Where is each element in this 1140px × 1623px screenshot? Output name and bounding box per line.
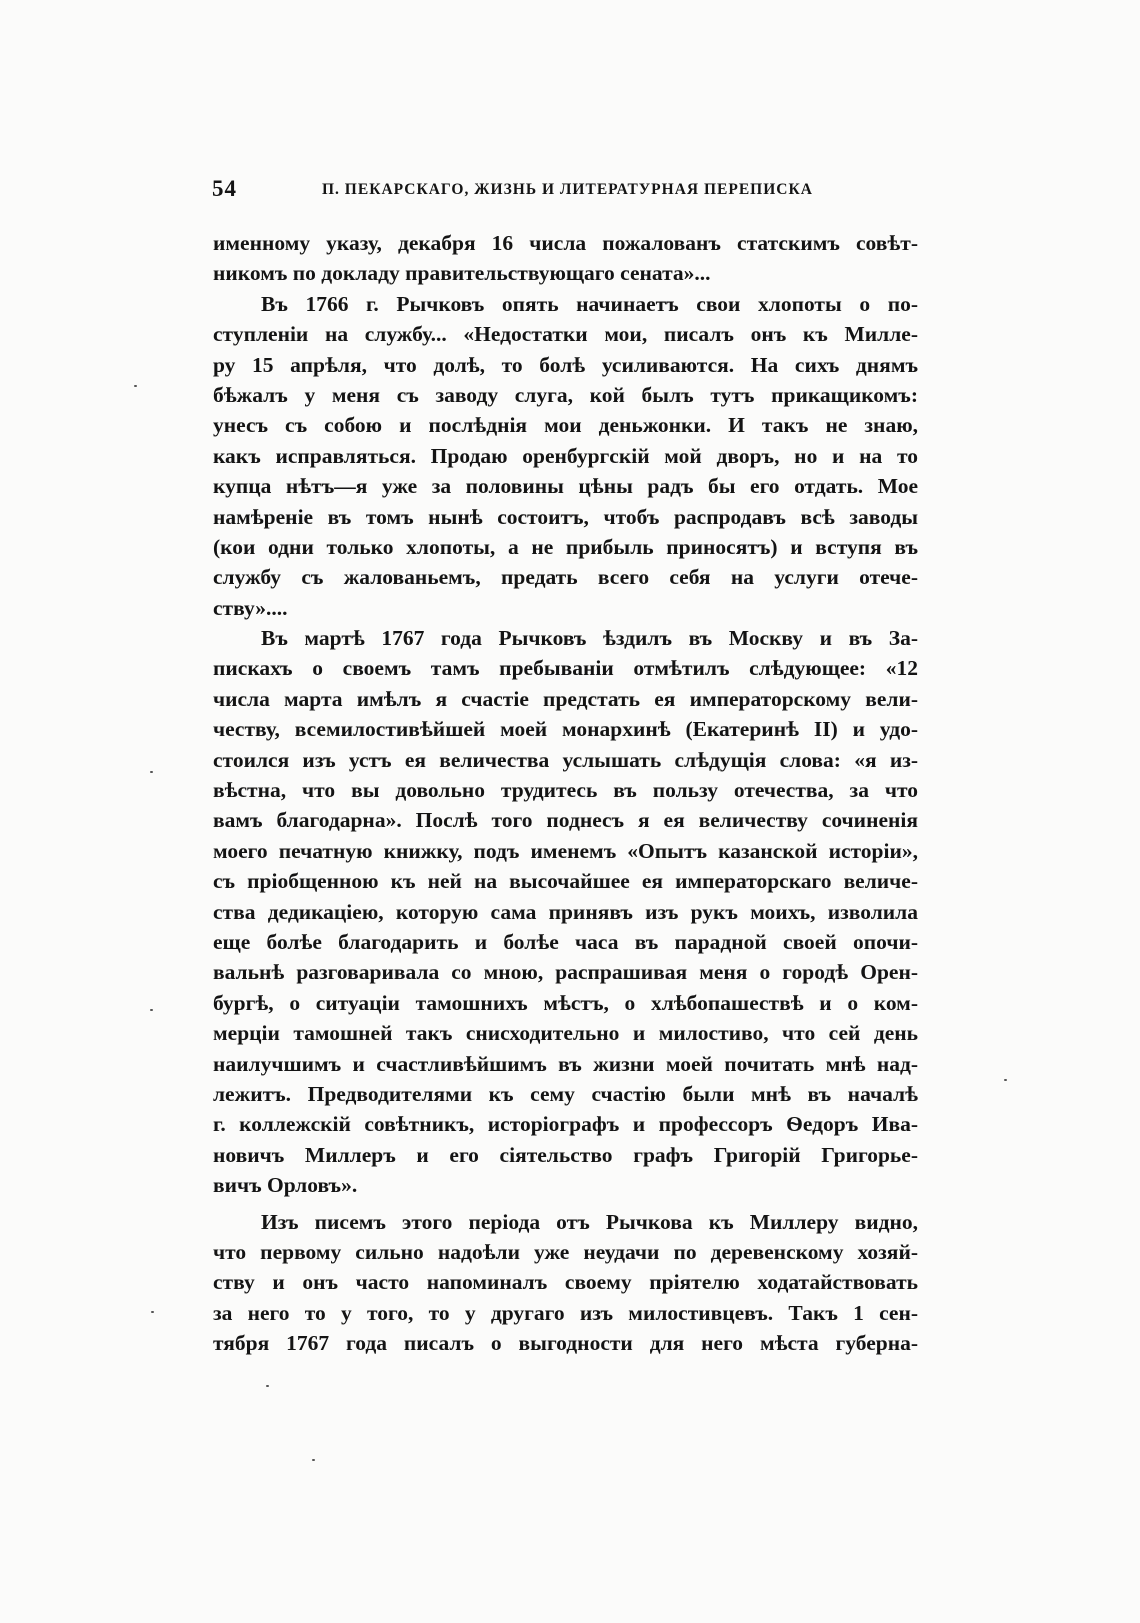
text-line: Въ 1766 г. Рычковъ опять начинаетъ свои хлопоты о по-: [261, 291, 918, 316]
text-line: никомъ по докладу правительствующаго сената»...: [213, 261, 711, 286]
text-column: [213, 228, 918, 1358]
text-line: ру 15 апрѣля, что долѣ, то болѣ усиливаются. На сихъ днямъ: [213, 352, 918, 377]
text-line: числа марта имѣлъ я счастіе предстать ея императорскому вели-: [213, 686, 918, 711]
paragraph-4: [213, 1207, 918, 1359]
scan-speck: [150, 1009, 153, 1011]
text-line: вѣстна, что вы довольно трудитесь въ пользу отечества, за что: [213, 778, 918, 803]
page-number: 54: [212, 176, 237, 201]
text-line: г. коллежскій совѣтникъ, исторіографъ и профессоръ Ѳедоръ Ива-: [213, 1112, 918, 1137]
text-line: намѣреніе въ томъ нынѣ состоитъ, чтобъ распродавъ всѣ заводы: [213, 504, 918, 529]
text-line: какъ исправляться. Продаю оренбургскій мой дворъ, но и на то: [213, 443, 918, 468]
text-line: Изъ писемъ этого періода отъ Рычкова къ Миллеру видно,: [261, 1209, 918, 1234]
paragraph-1: [213, 228, 918, 289]
text-line: вичъ Орловъ».: [213, 1173, 358, 1198]
text-line: (кои одни только хлопоты, а не прибыль приносятъ) и вступя въ: [213, 534, 918, 559]
text-line: Въ мартѣ 1767 года Рычковъ ѣздилъ въ Москву и въ За-: [261, 626, 918, 651]
text-line: ству и онъ часто напоминалъ своему пріятелю ходатайствовать: [213, 1270, 918, 1295]
text-line: ству»....: [213, 595, 288, 620]
scan-speck: [151, 1311, 154, 1313]
text-line: бѣжалъ у меня съ заводу слуга, кой былъ тутъ прикащикомъ:: [213, 382, 918, 407]
text-line: тября 1767 года писалъ о выгодности для него мѣста губерна-: [213, 1331, 918, 1356]
paragraph-3: [213, 623, 918, 1200]
text-line: именному указу, декабря 16 числа пожалованъ статскимъ совѣт-: [213, 231, 918, 255]
running-head: [212, 176, 912, 206]
running-head-title: П. ПЕКАРСКАГО, ЖИЗНЬ И ЛИТЕРАТУРНАЯ ПЕРЕПИСКА: [322, 181, 813, 198]
scan-speck: [266, 1385, 269, 1387]
text-line: съ пріобщенною къ ней на высочайшее ея императорскаго величе-: [213, 869, 918, 894]
scan-speck: [134, 385, 137, 387]
text-line: вальнѣ разговаривала со мною, распрашивая меня о городѣ Орен-: [213, 960, 918, 985]
text-line: бургѣ, о ситуаціи тамошнихъ мѣстъ, о хлѣбопашествѣ и о ком-: [213, 990, 918, 1015]
text-line: что первому сильно надоѣли уже неудачи по деревенскому хозяй-: [213, 1239, 918, 1264]
text-line: честву, всемилостивѣйшей моей монархинѣ (Екатеринѣ II) и удо-: [213, 717, 918, 742]
text-line: пискахъ о своемъ тамъ пребываніи отмѣтилъ слѣдующее: «12: [213, 656, 918, 681]
text-line: лежитъ. Предводителями къ сему счастію были мнѣ въ началѣ: [213, 1081, 918, 1106]
scan-speck: [312, 1459, 315, 1461]
text-line: стоился изъ устъ ея величества услышать слѣдущія слова: «я из-: [213, 747, 918, 772]
text-line: вамъ благодарна». Послѣ того поднесъ я ея величеству сочиненія: [213, 808, 918, 833]
text-line: службу съ жалованьемъ, предать всего себя на услуги отече-: [213, 565, 918, 590]
scan-speck: [1004, 1079, 1007, 1081]
text-line: наилучшимъ и счастливѣйшимъ въ жизни моей почитать мнѣ над-: [213, 1051, 918, 1076]
text-line: ства дедикаціею, которую сама принявъ изъ рукъ моихъ, изволила: [213, 899, 918, 924]
text-line: купца нѣтъ—я уже за половины цѣны радъ бы его отдать. Мое: [213, 474, 918, 499]
text-line: новичъ Миллеръ и его сіятельство графъ Григорій Григорье-: [213, 1142, 918, 1167]
paragraph-2: [213, 289, 918, 623]
text-line: моего печатную книжку, подъ именемъ «Опытъ казанской исторіи»,: [213, 838, 918, 863]
text-line: унесъ съ собою и послѣднія мои деньжонки. И такъ не знаю,: [213, 413, 918, 438]
text-line: мерціи тамошней такъ снисходительно и милостиво, что сей день: [213, 1021, 918, 1046]
text-line: ступленіи на службу... «Недостатки мои, писалъ онъ къ Милле-: [213, 322, 918, 347]
text-line: за него то у того, то у другаго изъ милостивцевъ. Такъ 1 сен-: [213, 1300, 918, 1325]
text-line: еще болѣе благодарить и болѣе часа въ парадной своей опочи-: [213, 929, 918, 954]
scan-speck: [150, 771, 153, 773]
